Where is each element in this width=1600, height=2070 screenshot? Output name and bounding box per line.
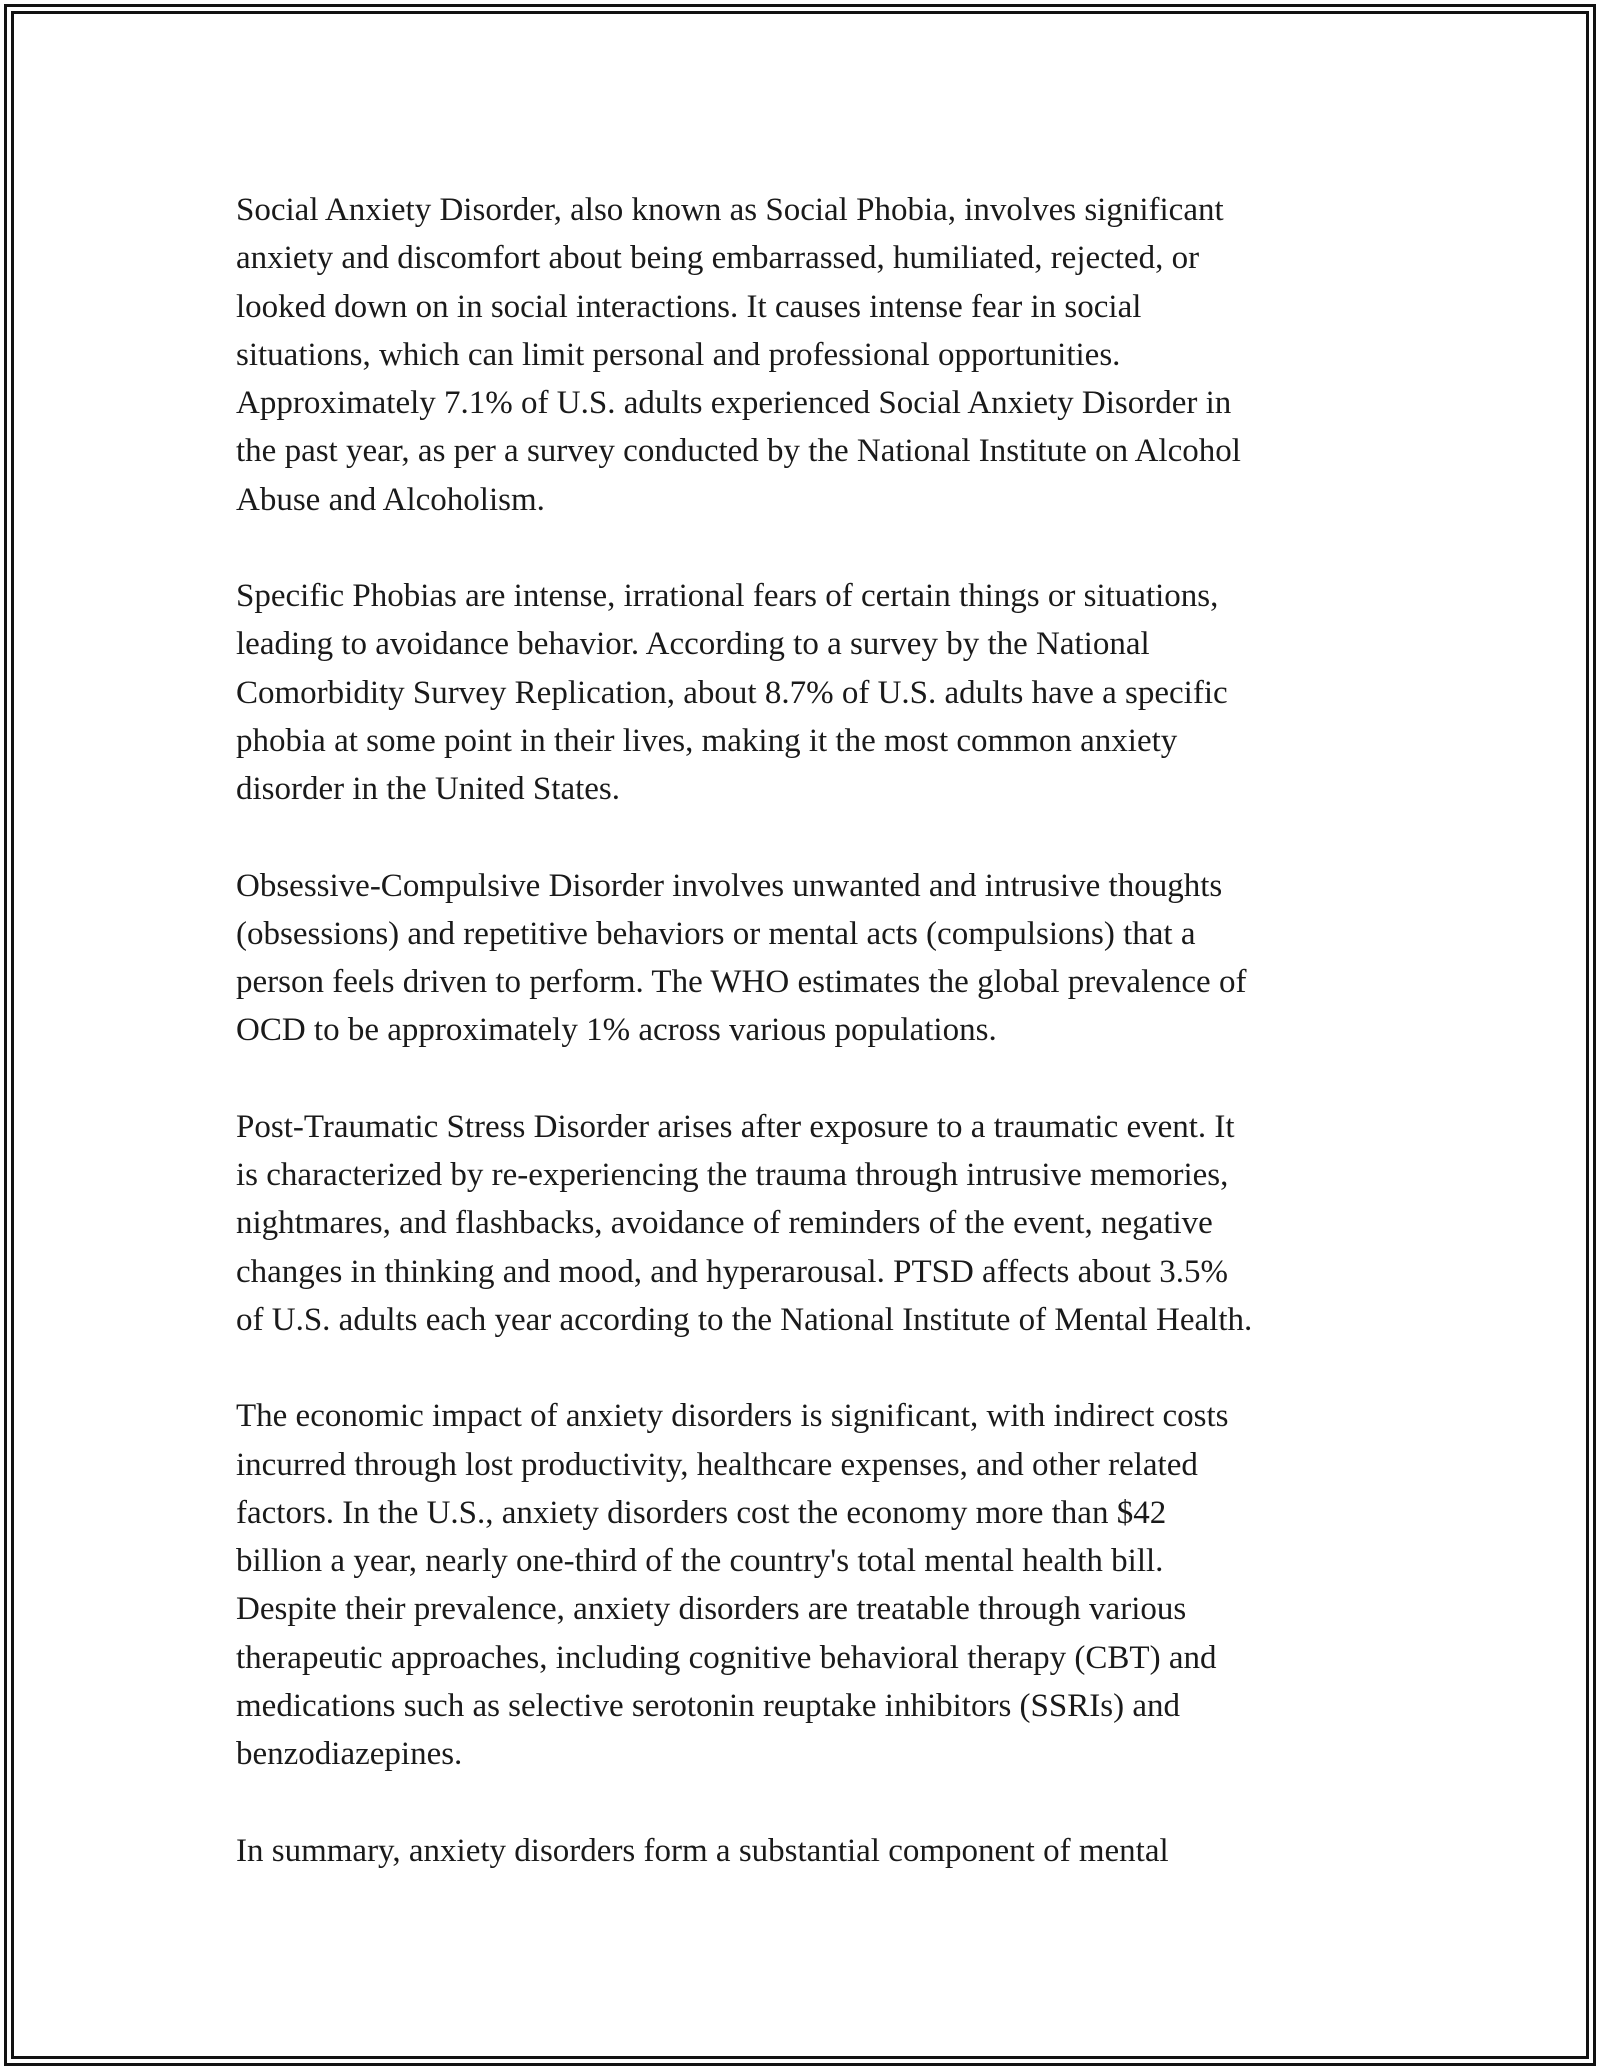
paragraph-summary: In summary, anxiety disorders form a substantial component of mental (236, 1832, 1169, 1869)
paragraph-ocd: Obsessive-Compulsive Disorder involves unwanted and intrusive thoughts (obsessions) and repetitive behaviors or mental acts (compulsions) that a person feels driven to perform. The WHO estimates the global prevalence of OCD to be approximately 1% across various populations. (236, 867, 1247, 1049)
paragraph-social-anxiety: Social Anxiety Disorder, also known as Social Phobia, involves significant anxiety and discomfort about being embarrassed, humiliated, rejected, or looked down on in social interactions. It causes intense fear in social situations, which can limit personal and professional opportunities. Approximately 7.1% of U.S. adults experienced Social Anxiety Disorder in the past year, as per a survey conducted by the National Institute on Alcohol Abuse and Alcoholism. (236, 192, 1241, 518)
paragraph-ptsd: Post-Traumatic Stress Disorder arises after exposure to a traumatic event. It is characterized by re-experiencing the trauma through intrusive memories, nightmares, and flashbacks, avoidance of reminders of the event, negative changes in thinking and mood, and hyperarousal. PTSD affects about 3.5% of U.S. adults each year according to the National Institute of Mental Health. (236, 1108, 1253, 1338)
paragraph-specific-phobias: Specific Phobias are intense, irrational fears of certain things or situations, leading to avoidance behavior. According to a survey by the National Comorbidity Survey Replication, about 8.7% of U.S. adults have a specific phobia at some point in their lives, making it the most common anxiety disorder in the United States. (236, 578, 1228, 808)
document-body (236, 186, 1376, 1923)
paragraph-economic-impact: The economic impact of anxiety disorders is significant, with indirect costs incurred through lost productivity, healthcare expenses, and other related factors. In the U.S., anxiety disorders cost the economy more than $42 billion a year, nearly one-third of the country's total mental health bill. Despite their prevalence, anxiety disorders are treatable through various therapeutic approaches, including cognitive behavioral therapy (CBT) and medications such as selective serotonin reuptake inhibitors (SSRIs) and benzodiazepines. (236, 1398, 1229, 1773)
